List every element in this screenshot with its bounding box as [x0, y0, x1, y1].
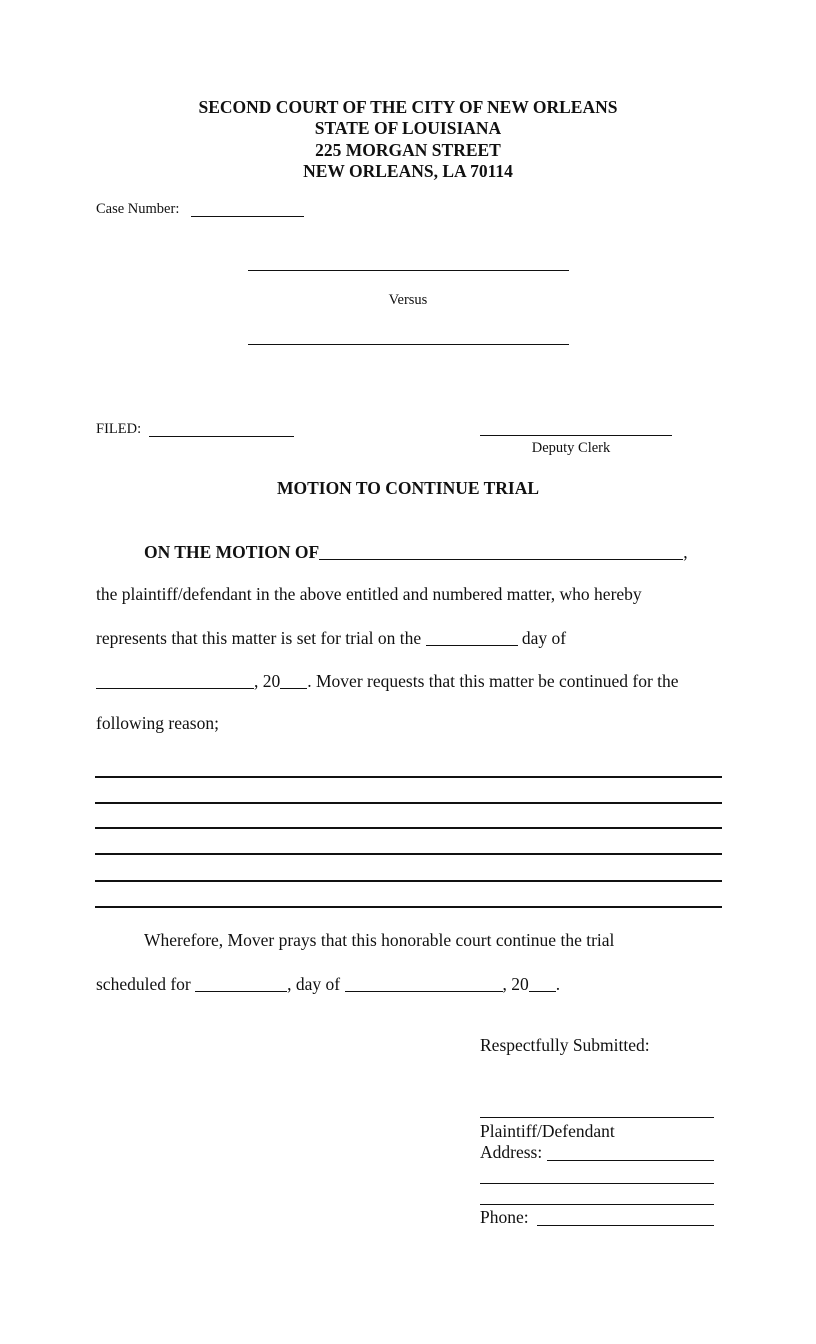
continued-month-blank[interactable]: [345, 975, 503, 992]
trial-year-blank[interactable]: [280, 672, 307, 689]
party-two-blank[interactable]: [248, 344, 569, 345]
prayer-line-2: [96, 973, 560, 995]
mover-name-blank[interactable]: [319, 543, 683, 560]
reason-line[interactable]: [95, 853, 722, 855]
continued-year-blank[interactable]: [529, 975, 556, 992]
court-street: 225 MORGAN STREET: [315, 140, 501, 160]
filed-label: FILED:: [96, 421, 142, 437]
phone-blank[interactable]: [537, 1225, 714, 1226]
address-row: [480, 1142, 542, 1163]
document-title: MOTION TO CONTINUE TRIAL: [276, 478, 540, 498]
motion-line-3: [96, 627, 566, 649]
court-state: STATE OF LOUISIANA: [314, 118, 502, 138]
reason-line[interactable]: [95, 776, 722, 778]
court-city: NEW ORLEANS, LA 70114: [303, 161, 513, 181]
prayer-line-2-start: scheduled for: [96, 974, 191, 994]
prayer-line-2-mid2: , 20: [502, 974, 529, 994]
address-blank-1[interactable]: [547, 1160, 714, 1161]
trial-day-blank[interactable]: [426, 629, 518, 646]
prayer-line-2-mid: , day of: [287, 974, 341, 994]
motion-lead-comma: ,: [683, 542, 688, 562]
signature-line[interactable]: [480, 1117, 714, 1118]
reason-line[interactable]: [95, 880, 722, 882]
motion-line-4-end: . Mover requests that this matter be continued for the: [307, 671, 679, 691]
filed-date-blank[interactable]: [149, 436, 294, 437]
continued-day-blank[interactable]: [195, 975, 287, 992]
case-number-blank[interactable]: [191, 216, 304, 217]
motion-line-4: [96, 670, 679, 692]
party-label: Plaintiff/Defendant: [480, 1121, 615, 1141]
deputy-clerk-signature-line[interactable]: [480, 435, 672, 436]
address-blank-3[interactable]: [480, 1204, 714, 1205]
motion-line-4-mid: , 20: [254, 671, 281, 691]
versus-label: Versus: [388, 292, 428, 308]
address-blank-2[interactable]: [480, 1183, 714, 1184]
motion-line-2: the plaintiff/defendant in the above entitled and numbered matter, who hereby: [96, 584, 642, 604]
prayer-line-1: Wherefore, Mover prays that this honorable court continue the trial: [144, 930, 615, 950]
party-one-blank[interactable]: [248, 270, 569, 271]
motion-lead-text: ON THE MOTION OF: [144, 542, 320, 562]
trial-month-blank[interactable]: [96, 672, 254, 689]
reason-line[interactable]: [95, 802, 722, 804]
prayer-line-2-end: .: [555, 974, 561, 994]
motion-lead: [144, 541, 688, 563]
reason-line[interactable]: [95, 906, 722, 908]
motion-line-3-end: day of: [521, 628, 567, 648]
address-label: Address:: [480, 1142, 543, 1162]
deputy-clerk-label: Deputy Clerk: [531, 440, 611, 456]
case-number-label: Case Number:: [96, 201, 180, 217]
phone-label: Phone:: [480, 1207, 529, 1227]
motion-line-3-start: represents that this matter is set for trial on the: [96, 628, 422, 648]
motion-line-5: following reason;: [96, 713, 219, 733]
reason-line[interactable]: [95, 827, 722, 829]
court-name: SECOND COURT OF THE CITY OF NEW ORLEANS: [198, 97, 618, 117]
respectfully-submitted: Respectfully Submitted:: [480, 1035, 650, 1055]
